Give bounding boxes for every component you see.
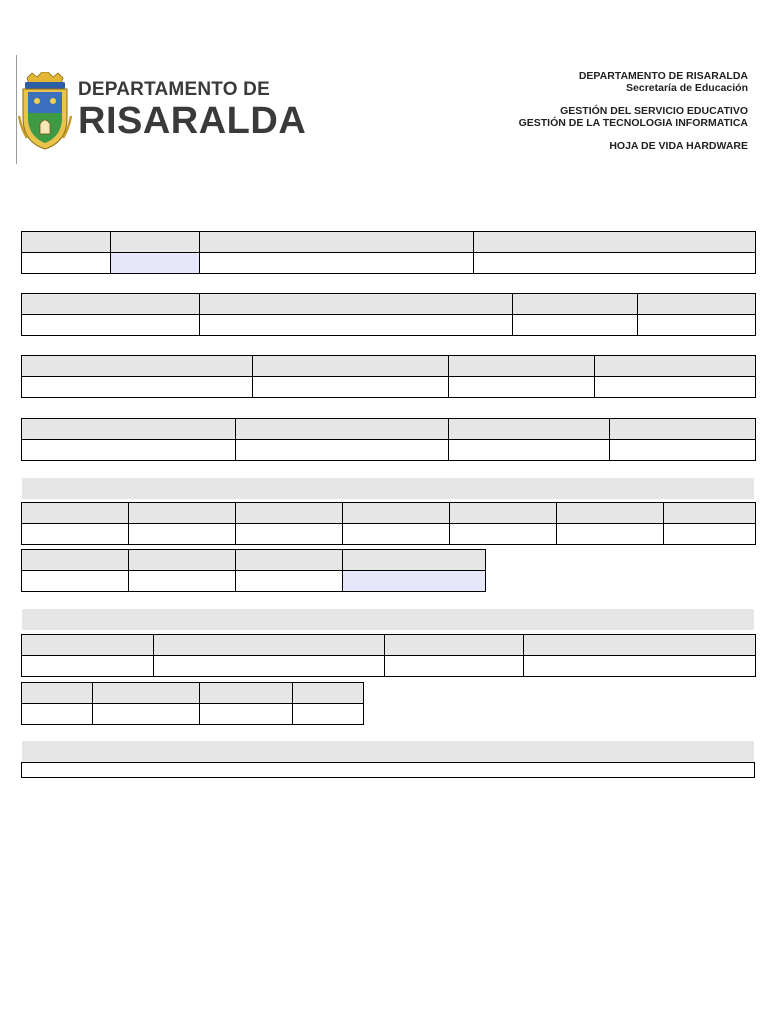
header-cell bbox=[343, 503, 450, 524]
table-cell bbox=[557, 524, 664, 545]
header-cell bbox=[236, 419, 449, 440]
table-cell bbox=[385, 656, 524, 677]
header-cell bbox=[22, 635, 154, 656]
table-cell bbox=[200, 253, 474, 274]
logo-line-1: DEPARTAMENTO DE bbox=[78, 79, 270, 100]
table-row bbox=[22, 377, 756, 398]
table-cell bbox=[129, 524, 236, 545]
table-cell bbox=[343, 524, 450, 545]
header-cell bbox=[111, 232, 200, 253]
table-cell bbox=[513, 315, 638, 336]
table-cell bbox=[610, 440, 756, 461]
section-band-2 bbox=[22, 609, 754, 630]
table-cell bbox=[22, 656, 154, 677]
table-cell bbox=[524, 656, 756, 677]
table-cell bbox=[22, 571, 129, 592]
header-cell bbox=[236, 550, 343, 571]
table-cell bbox=[22, 704, 93, 725]
logo-line-2: RISARALDA bbox=[78, 100, 307, 142]
table-row bbox=[22, 704, 364, 725]
table-header-row bbox=[22, 683, 364, 704]
header-cell bbox=[474, 232, 756, 253]
header-divider-line bbox=[16, 55, 17, 164]
logo-wordmark bbox=[78, 79, 306, 141]
header-cell bbox=[22, 503, 129, 524]
form-table-8 bbox=[21, 682, 364, 725]
table-cell bbox=[595, 377, 756, 398]
header-cell bbox=[236, 503, 343, 524]
table-cell bbox=[22, 377, 253, 398]
header-cell bbox=[253, 356, 449, 377]
header-cell bbox=[449, 356, 595, 377]
header-cell bbox=[22, 356, 253, 377]
table-cell bbox=[154, 656, 385, 677]
table-cell bbox=[93, 704, 200, 725]
header-cell bbox=[129, 503, 236, 524]
header-cell bbox=[385, 635, 524, 656]
table-row bbox=[22, 440, 756, 461]
notes-box bbox=[21, 762, 755, 778]
header-cell bbox=[129, 550, 236, 571]
header-cell bbox=[200, 683, 293, 704]
header-cell bbox=[664, 503, 756, 524]
header-cell bbox=[154, 635, 385, 656]
table-cell bbox=[200, 704, 293, 725]
table-row bbox=[22, 656, 756, 677]
table-cell bbox=[236, 440, 449, 461]
form-table-3 bbox=[21, 355, 756, 398]
table-row bbox=[22, 571, 486, 592]
table-cell bbox=[22, 524, 129, 545]
form-table-1 bbox=[21, 231, 756, 274]
table-cell bbox=[638, 315, 756, 336]
form-table-2 bbox=[21, 293, 756, 336]
header-cell bbox=[524, 635, 756, 656]
header-cell bbox=[22, 294, 200, 315]
table-cell bbox=[474, 253, 756, 274]
table-cell bbox=[200, 315, 513, 336]
form-table-4 bbox=[21, 418, 756, 461]
header-cell bbox=[343, 550, 486, 571]
header-cell bbox=[293, 683, 364, 704]
table-cell bbox=[22, 253, 111, 274]
highlighted-cell bbox=[343, 571, 486, 592]
header-cell bbox=[200, 294, 513, 315]
table-cell bbox=[253, 377, 449, 398]
table-cell bbox=[22, 315, 200, 336]
table-cell bbox=[664, 524, 756, 545]
table-header-row bbox=[22, 635, 756, 656]
process-name-2: GESTIÓN DE LA TECNOLOGIA INFORMATICA bbox=[518, 117, 748, 129]
header-cell bbox=[200, 232, 474, 253]
header-cell bbox=[450, 503, 557, 524]
table-cell bbox=[22, 440, 236, 461]
section-band-1 bbox=[22, 478, 754, 499]
header-cell bbox=[595, 356, 756, 377]
form-table-6 bbox=[21, 549, 486, 592]
table-header-row bbox=[22, 232, 756, 253]
header-cell bbox=[638, 294, 756, 315]
table-cell bbox=[236, 571, 343, 592]
table-cell bbox=[129, 571, 236, 592]
header-cell bbox=[22, 232, 111, 253]
form-table-5 bbox=[21, 502, 756, 545]
table-row bbox=[22, 315, 756, 336]
table-cell bbox=[293, 704, 364, 725]
highlighted-cell bbox=[111, 253, 200, 274]
table-cell bbox=[449, 377, 595, 398]
header-cell bbox=[557, 503, 664, 524]
table-header-row bbox=[22, 419, 756, 440]
header-cell bbox=[449, 419, 610, 440]
header-cell bbox=[610, 419, 756, 440]
header-cell bbox=[22, 550, 129, 571]
table-cell bbox=[449, 440, 610, 461]
table-header-row bbox=[22, 294, 756, 315]
table-row bbox=[22, 253, 756, 274]
document-header bbox=[519, 70, 748, 152]
process-name-1: GESTIÓN DEL SERVICIO EDUCATIVO bbox=[560, 105, 748, 117]
table-cell bbox=[236, 524, 343, 545]
table-header-row bbox=[22, 356, 756, 377]
header-cell bbox=[22, 419, 236, 440]
secretary-name: Secretaría de Educación bbox=[626, 82, 748, 94]
section-band-3 bbox=[22, 741, 754, 762]
header-cell bbox=[93, 683, 200, 704]
form-table-7 bbox=[21, 634, 756, 677]
table-row bbox=[22, 524, 756, 545]
table-cell bbox=[450, 524, 557, 545]
header-cell bbox=[513, 294, 638, 315]
document-title: HOJA DE VIDA HARDWARE bbox=[609, 140, 748, 152]
coat-of-arms-icon bbox=[18, 72, 72, 150]
table-header-row bbox=[22, 550, 486, 571]
department-name: DEPARTAMENTO DE RISARALDA bbox=[578, 70, 748, 82]
header-cell bbox=[22, 683, 93, 704]
table-header-row bbox=[22, 503, 756, 524]
